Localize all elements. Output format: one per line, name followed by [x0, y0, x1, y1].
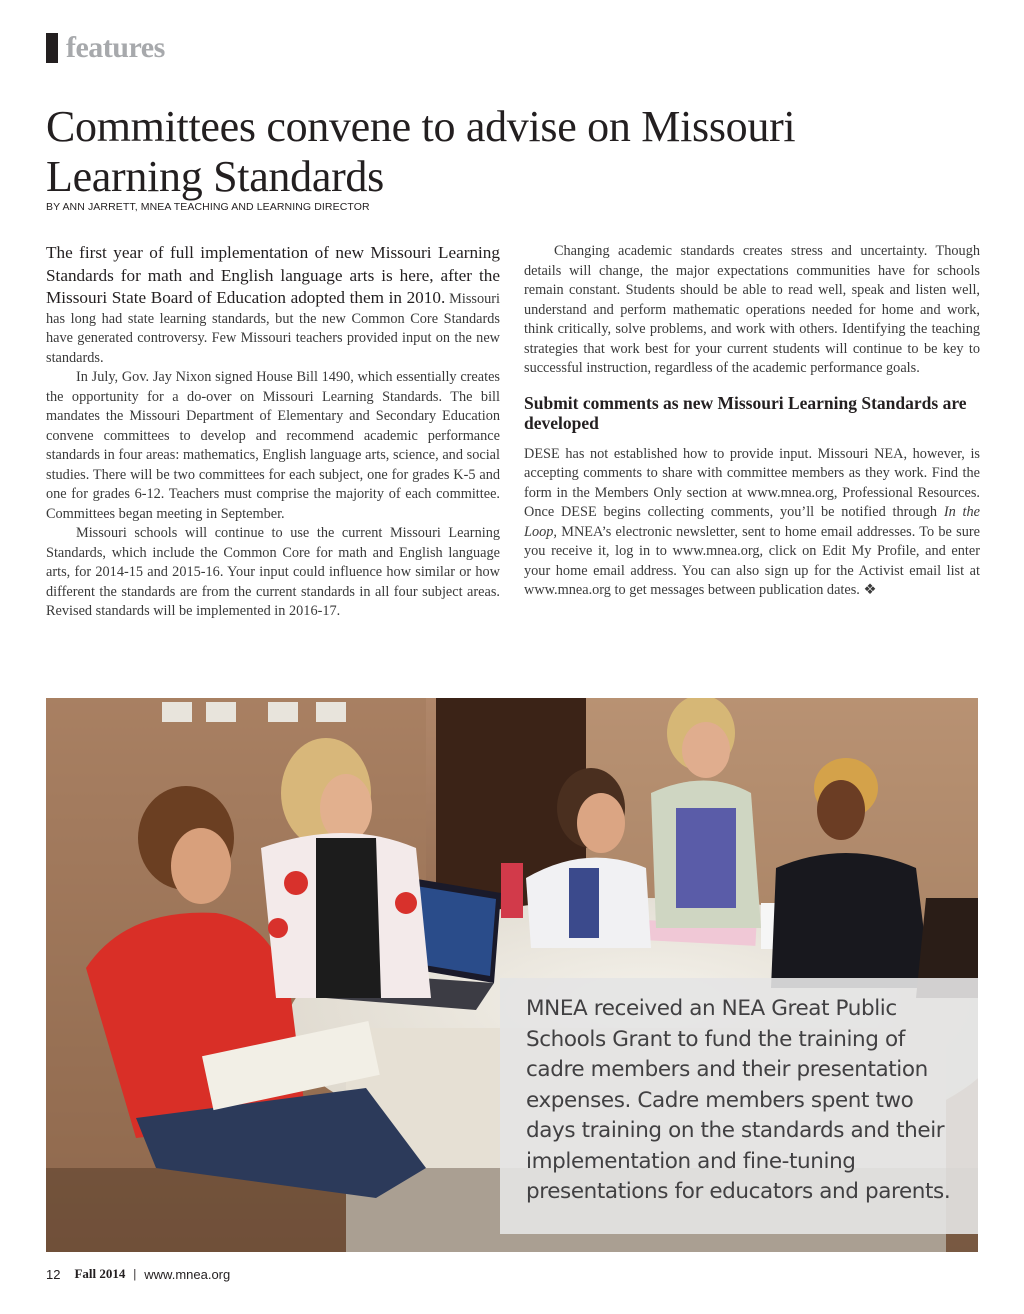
paragraph-house-bill: In July, Gov. Jay Nixon signed House Bill 1490, which essentially creates the opportunity for a do-over on Missouri Learning Standards. The bill mandates the Missouri Department of Elementary and Secondary Education convene committees to develop and recommend academic performance standards in four areas: mathematics, English language arts, science, and social studies. There will be two committees for each subject, one for grades K-5 and one for grades 6-12. Teachers must comprise the majority of each committee. Committees began meeting in September.	[46, 369, 500, 522]
newsletter-name: In the Loop,	[524, 504, 980, 540]
section-marker-bar	[46, 33, 58, 63]
website-link[interactable]: www.mnea.org	[144, 1266, 231, 1282]
right-column	[524, 242, 980, 601]
left-column	[46, 242, 500, 622]
paragraph-current-standards: Missouri schools will continue to use the current Missouri Learning Standards, which include the Common Core for math and English language arts, for 2014-15 and 2015-16. Your input could influence how similar or how different the standards are from the current standards in all four subject areas. Revised standards will be implemented in 2016-17.	[46, 525, 500, 619]
lead-rest-text: Missouri has long had state learning standards, but the new Common Core Standards have generated controversy. Few Missouri teachers provided input on the new standards.	[46, 291, 500, 366]
article-byline: BY ANN JARRETT, MNEA TEACHING AND LEARNING DIRECTOR	[46, 201, 370, 213]
page-number: 12	[46, 1266, 61, 1282]
paragraph-dese-input	[524, 445, 980, 601]
photo-caption-box	[500, 978, 978, 1234]
subheading-submit-comments: Submit comments as new Missouri Learning Standards are developed	[524, 392, 967, 433]
dese-text-b: MNEA’s electronic newsletter, sent to home email addresses. To be sure you receive it, log in to www.mnea.org, click on Edit My Profile, and enter your home email address. You can also sign up for the Activist email list at www.mnea.org to get messages between publication dates. ❖	[524, 523, 980, 598]
paragraph-changing-standards: Changing academic standards creates stress and uncertainty. Though details will change, the major expectations communities have for schools remain constant. Students should be able to read well, speak and listen well, understand and perform mathematic operations needed for home and work, think critically, solve problems, and work with others. Identifying the teaching strategies that work best for your current students will continue to be key to successful instruction, regardless of the academic performance goals.	[524, 243, 980, 376]
section-tag	[46, 32, 165, 64]
issue-label: Fall 2014	[74, 1266, 126, 1281]
lead-text: The first year of full implementation of new Missouri Learning Standards for math and English language arts is here, after the Missouri State Board of Education adopted them in 2010.	[46, 243, 500, 307]
photo-caption: MNEA received an NEA Great Public Schools Grant to fund the training of cadre members and their presentation expenses. Cadre members spent two days training on the standards and their implementation and fine-tuning presentations for educators and parents.	[526, 996, 951, 1204]
footer-separator: |	[133, 1266, 137, 1281]
article-photo	[46, 698, 978, 1252]
lead-paragraph	[46, 242, 500, 368]
dese-text-a: DESE has not established how to provide input. Missouri NEA, however, is accepting comments to share with committee members as they work. Find the form in the Members Only section at www.mnea.org, Professional Resources. Once DESE begins collecting comments, you’ll be notified through	[524, 445, 980, 520]
page-footer	[46, 1266, 230, 1282]
section-label: features	[66, 31, 165, 64]
article-title: Committees convene to advise on Missouri Learning Standards	[46, 102, 796, 201]
